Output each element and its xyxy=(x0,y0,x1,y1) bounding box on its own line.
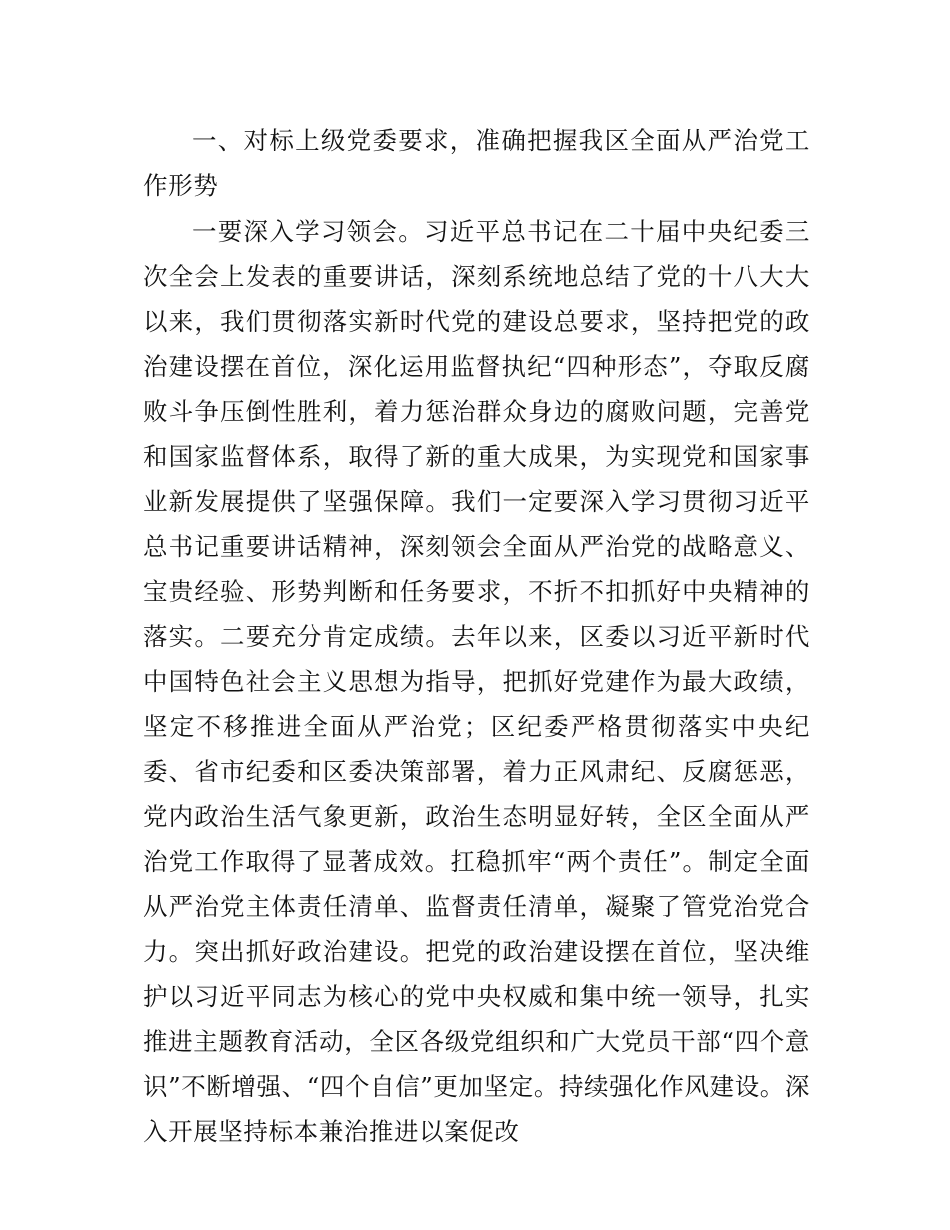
section-heading: 一、对标上级党委要求，准确把握我区全面从严治党工作形势 xyxy=(143,126,810,200)
body-paragraph: 一要深入学习领会。习近平总书记在二十届中央纪委三次全会上发表的重要讲话，深刻系统地总结了党的十八大大以来，我们贯彻落实新时代党的建设总要求，坚持把党的政治建设摆在首位，深化运用监督执纪“四种形态”，夺取反腐败斗争压倒性胜利，着力惩治群众身边的腐败问题，完善党和国家监督体系，取得了新的重大成果，为实现党和国家事业新发展提供了坚强保障。我们一定要深入学习贯彻习近平总书记重要讲话精神，深刻领会全面从严治党的战略意义、宝贵经验、形势判断和任务要求，不折不扣抓好中央精神的落实。二要充分肯定成绩。去年以来，区委以习近平新时代中国特色社会主义思想为指导，把抓好党建作为最大政绩，坚定不移推进全面从严治党；区纪委严格贯彻落实中央纪委、省市纪委和区委决策部署，着力正风肃纪、反腐惩恶，党内政治生活气象更新，政治生态明显好转，全区全面从严治党工作取得了显著成效。扛稳抓牢“两个责任”。制定全面从严治党主体责任清单、监督责任清单，凝聚了管党治党合力。突出抓好政治建设。把党的政治建设摆在首位，坚决维护以习近平同志为核心的党中央权威和集中统一领导，扎实推进主题教育活动，全区各级党组织和广大党员干部“四个意识”不断增强、“四个自信”更加坚定。持续强化作风建设。深入开展坚持标本兼治推进以案促改 xyxy=(143,217,810,1146)
document-body xyxy=(143,118,810,1154)
